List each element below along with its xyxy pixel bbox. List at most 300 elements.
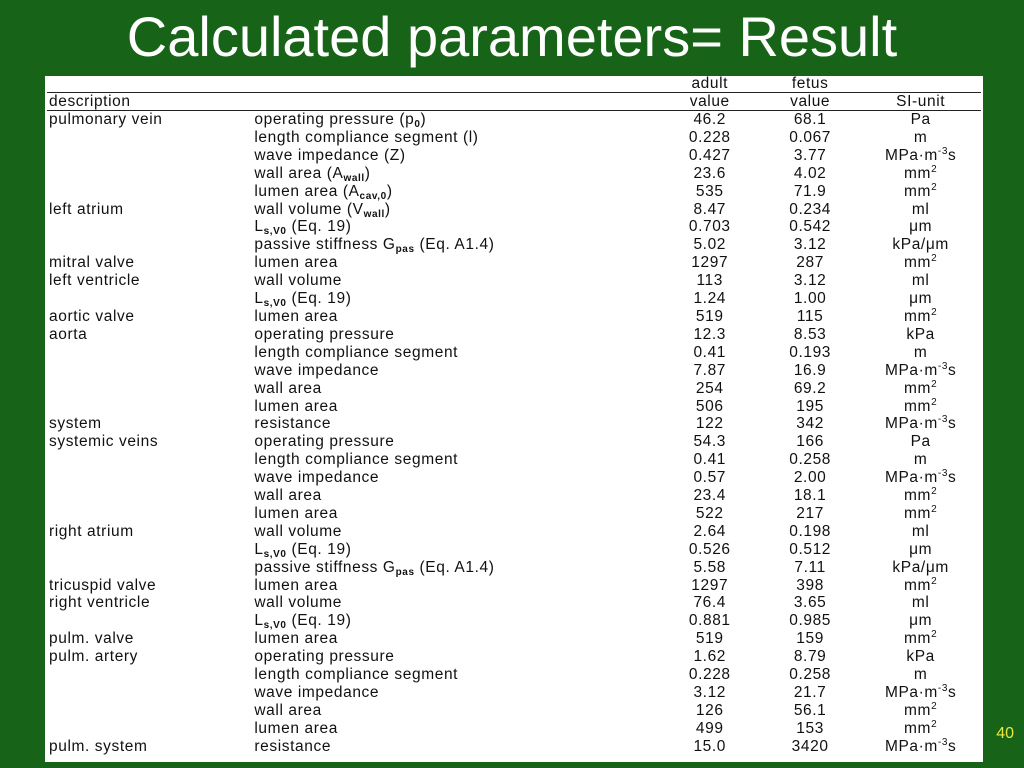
table-row <box>47 362 981 380</box>
text-fragment: mm <box>904 254 932 272</box>
cell-description: mitral valve <box>49 254 135 272</box>
cell-fetus-value: 18.1 <box>793 487 827 505</box>
cell-parameter <box>252 505 659 523</box>
cell-description <box>47 720 252 738</box>
cell-si-unit <box>860 236 981 254</box>
cell-adult-value: 522 <box>695 504 724 522</box>
cell-fetus-value: 16.9 <box>793 361 827 379</box>
cell-description <box>47 487 252 505</box>
cell-adult-value: 126 <box>695 701 724 719</box>
cell-fetus-value: 195 <box>796 397 824 415</box>
cell-si-unit <box>860 326 981 344</box>
table-row <box>47 308 981 326</box>
text-fragment: 2 <box>931 378 938 390</box>
header-adult: adult <box>691 75 729 92</box>
cell-description: system <box>49 415 102 433</box>
header-blank-desc <box>47 76 252 93</box>
cell-si-unit <box>860 666 981 684</box>
text-fragment: -3 <box>937 468 948 480</box>
cell-parameter <box>252 738 659 756</box>
table-row <box>47 559 981 577</box>
text-fragment: wave impedance <box>254 361 380 379</box>
cell-description: systemic veins <box>49 433 159 451</box>
text-fragment: m <box>913 343 928 361</box>
text-fragment: ) <box>420 111 427 128</box>
text-fragment: wall <box>343 172 365 184</box>
cell-fetus-value: 0.985 <box>789 612 832 630</box>
text-fragment: operating pressure <box>254 433 395 451</box>
table-row <box>47 236 981 254</box>
cell-si-unit <box>860 738 981 756</box>
text-fragment: s <box>948 684 957 701</box>
cell-description: aortic valve <box>49 307 135 325</box>
text-fragment: ml <box>911 272 930 290</box>
text-fragment: -3 <box>937 736 948 748</box>
text-fragment: Pa <box>910 433 931 451</box>
text-fragment: L <box>254 290 264 308</box>
cell-parameter <box>252 666 659 684</box>
cell-adult-value: 15.0 <box>693 737 727 755</box>
cell-description <box>47 684 252 702</box>
text-fragment: wall volume <box>254 594 342 612</box>
cell-fetus-value: 56.1 <box>793 701 827 719</box>
text-fragment: s,V0 <box>263 548 287 560</box>
cell-parameter <box>252 398 659 416</box>
cell-adult-value: 519 <box>695 307 724 325</box>
table-row <box>47 720 981 738</box>
cell-parameter <box>252 236 659 254</box>
cell-adult-value: 0.41 <box>693 343 727 361</box>
text-fragment: MPa·m <box>884 361 938 379</box>
text-fragment: lumen area <box>254 254 338 272</box>
text-fragment: 2 <box>931 575 938 587</box>
text-fragment: L <box>254 540 264 558</box>
cell-adult-value: 0.228 <box>688 128 731 146</box>
text-fragment: wall volume <box>254 522 342 540</box>
cell-parameter <box>252 415 659 433</box>
header-si-unit: SI-unit <box>860 93 981 111</box>
table-row <box>47 684 981 702</box>
cell-parameter <box>252 559 659 577</box>
header-blank-param <box>252 76 659 93</box>
text-fragment: 2 <box>931 718 938 730</box>
text-fragment: s,V0 <box>263 298 287 310</box>
cell-si-unit <box>860 201 981 219</box>
cell-si-unit <box>860 272 981 290</box>
text-fragment: wall volume <box>254 272 342 290</box>
cell-si-unit <box>860 147 981 165</box>
text-fragment: 2 <box>931 163 938 175</box>
text-fragment: mm <box>904 307 932 325</box>
table-row <box>47 451 981 469</box>
cell-description: pulm. system <box>49 737 148 755</box>
cell-si-unit <box>860 487 981 505</box>
text-fragment: mm <box>904 576 932 594</box>
text-fragment: m <box>913 666 928 684</box>
table-row <box>47 218 981 236</box>
cell-parameter <box>252 362 659 380</box>
text-fragment: mm <box>904 397 932 415</box>
cell-parameter <box>252 612 659 630</box>
table-header-row <box>47 93 981 111</box>
text-fragment: wall area (A <box>254 164 344 182</box>
text-fragment: mm <box>904 182 932 200</box>
cell-parameter <box>252 684 659 702</box>
cell-parameter <box>252 308 659 326</box>
cell-parameter <box>252 469 659 487</box>
cell-adult-value: 1297 <box>691 576 729 594</box>
cell-parameter <box>252 523 659 541</box>
cell-adult-value: 113 <box>696 272 723 290</box>
table-row <box>47 738 981 756</box>
cell-fetus-value: 0.193 <box>789 343 832 361</box>
text-fragment: Pa <box>910 111 931 128</box>
cell-fetus-value: 3.65 <box>793 594 827 612</box>
text-fragment: -3 <box>937 414 948 426</box>
text-fragment: pas <box>395 244 415 256</box>
cell-fetus-value: 21.7 <box>793 684 827 701</box>
text-fragment: mm <box>904 379 932 397</box>
text-fragment: 2 <box>931 253 938 265</box>
table-row <box>47 272 981 290</box>
text-fragment: s <box>948 361 957 379</box>
cell-fetus-value: 0.512 <box>789 540 832 558</box>
text-fragment: resistance <box>254 737 332 755</box>
text-fragment: m <box>913 128 928 146</box>
table-row <box>47 201 981 219</box>
text-fragment: -3 <box>937 683 948 694</box>
text-fragment: s,V0 <box>263 226 287 238</box>
header-fetus: fetus <box>791 75 829 92</box>
cell-description: left atrium <box>49 200 124 218</box>
table-row <box>47 469 981 487</box>
text-fragment: 2 <box>931 629 938 641</box>
header-description: description <box>47 93 252 111</box>
text-fragment: lumen area <box>254 576 338 594</box>
cell-si-unit <box>860 648 981 666</box>
cell-fetus-value: 115 <box>796 307 824 325</box>
cell-parameter <box>252 648 659 666</box>
cell-si-unit <box>860 702 981 720</box>
cell-si-unit <box>860 630 981 648</box>
cell-adult-value: 76.4 <box>693 594 727 612</box>
text-fragment: s <box>948 737 957 755</box>
text-fragment: s,V0 <box>263 620 287 632</box>
cell-parameter <box>252 433 659 451</box>
cell-fetus-value: 8.53 <box>793 325 827 343</box>
text-fragment: kPa/μm <box>892 236 949 254</box>
text-fragment: m <box>913 451 928 469</box>
text-fragment: MPa·m <box>884 469 938 487</box>
cell-adult-value: 8.47 <box>693 200 727 218</box>
table-row <box>47 577 981 595</box>
text-fragment: MPa·m <box>884 684 938 701</box>
cell-description: tricuspid valve <box>49 576 157 594</box>
text-fragment: passive stiffness G <box>254 236 396 254</box>
text-fragment: 2 <box>931 396 938 408</box>
cell-description <box>47 147 252 165</box>
cell-description <box>47 559 252 577</box>
cell-adult-value: 254 <box>695 379 724 397</box>
cell-fetus-value: 398 <box>796 576 824 594</box>
cell-description <box>47 362 252 380</box>
cell-description <box>47 505 252 523</box>
cell-parameter <box>252 201 659 219</box>
cell-fetus-value: 68.1 <box>793 111 827 128</box>
text-fragment: ml <box>911 200 930 218</box>
text-fragment: 2 <box>931 503 938 515</box>
cell-parameter <box>252 702 659 720</box>
table-row <box>47 541 981 559</box>
cell-description: pulmonary vein <box>49 111 163 128</box>
cell-fetus-value: 2.00 <box>793 469 827 487</box>
cell-adult-value: 23.4 <box>693 487 727 505</box>
text-fragment: mm <box>904 630 932 648</box>
table-row <box>47 487 981 505</box>
table-row <box>47 147 981 165</box>
cell-description <box>47 344 252 362</box>
cell-fetus-value: 159 <box>796 630 824 648</box>
cell-adult-value: 0.703 <box>688 218 731 236</box>
cell-parameter <box>252 487 659 505</box>
cell-fetus-value: 8.79 <box>793 648 827 666</box>
cell-si-unit <box>860 290 981 308</box>
table-row <box>47 254 981 272</box>
text-fragment: μm <box>909 218 933 236</box>
text-fragment: operating pressure (p <box>254 111 415 128</box>
cell-parameter <box>252 577 659 595</box>
cell-si-unit <box>860 433 981 451</box>
cell-description: right atrium <box>49 522 134 540</box>
cell-si-unit <box>860 183 981 201</box>
cell-fetus-value: 0.542 <box>789 218 832 236</box>
text-fragment: ) <box>386 182 393 200</box>
cell-adult-value: 506 <box>695 397 724 415</box>
text-fragment: μm <box>909 290 933 308</box>
text-fragment: passive stiffness G <box>254 558 396 576</box>
cell-parameter <box>252 218 659 236</box>
cell-adult-value: 499 <box>695 719 724 737</box>
cell-adult-value: 2.64 <box>693 522 727 540</box>
cell-si-unit <box>860 594 981 612</box>
text-fragment: (Eq. 19) <box>286 290 352 308</box>
cell-si-unit <box>860 541 981 559</box>
cell-fetus-value: 0.258 <box>789 451 832 469</box>
cell-si-unit <box>860 684 981 702</box>
text-fragment: kPa/μm <box>892 558 949 576</box>
cell-parameter <box>252 380 659 398</box>
text-fragment: MPa·m <box>884 737 938 755</box>
cell-si-unit <box>860 398 981 416</box>
cell-adult-value: 0.41 <box>693 451 727 469</box>
cell-description <box>47 290 252 308</box>
text-fragment: kPa <box>906 648 935 666</box>
text-fragment: ml <box>911 594 930 612</box>
cell-description <box>47 666 252 684</box>
table-panel <box>45 76 983 762</box>
text-fragment: kPa <box>906 325 935 343</box>
text-fragment: (Eq. 19) <box>286 540 352 558</box>
text-fragment: ml <box>911 522 930 540</box>
cell-parameter <box>252 326 659 344</box>
cell-fetus-value: 166 <box>796 433 824 451</box>
cell-parameter <box>252 272 659 290</box>
cell-adult-value: 0.526 <box>688 540 731 558</box>
cell-fetus-value: 287 <box>796 254 824 272</box>
cell-fetus-value: 3.12 <box>793 236 827 254</box>
cell-si-unit <box>860 577 981 595</box>
text-fragment: mm <box>904 164 932 182</box>
text-fragment: μm <box>909 612 933 630</box>
text-fragment: mm <box>904 719 932 737</box>
text-fragment: length compliance segment <box>254 451 459 469</box>
text-fragment: s <box>948 415 957 433</box>
text-fragment: lumen area <box>254 504 338 522</box>
cell-description: aorta <box>49 325 88 343</box>
text-fragment: pas <box>395 566 415 578</box>
cell-description <box>47 129 252 147</box>
text-fragment: wall <box>363 208 385 220</box>
text-fragment: lumen area <box>254 397 338 415</box>
slide-title: Calculated parameters= Result <box>126 5 898 68</box>
text-fragment: 2 <box>931 306 938 318</box>
cell-adult-value: 5.58 <box>693 558 727 576</box>
cell-adult-value: 519 <box>695 630 724 648</box>
text-fragment: -3 <box>937 145 948 157</box>
cell-adult-value: 0.427 <box>688 146 731 164</box>
table-row <box>47 648 981 666</box>
cell-adult-value: 54.3 <box>693 433 727 451</box>
cell-parameter <box>252 147 659 165</box>
text-fragment: cav,0 <box>359 190 387 202</box>
text-fragment: lumen area <box>254 307 338 325</box>
text-fragment: ) <box>384 200 391 218</box>
table-row <box>47 129 981 147</box>
header-adult-value: value <box>660 93 760 111</box>
cell-si-unit <box>860 344 981 362</box>
cell-fetus-value: 69.2 <box>793 379 827 397</box>
cell-adult-value: 5.02 <box>693 236 727 254</box>
text-fragment: ) <box>364 164 371 182</box>
header-blank-unit <box>860 76 981 93</box>
cell-adult-value: 1.24 <box>693 290 727 308</box>
table-row <box>47 630 981 648</box>
cell-si-unit <box>860 559 981 577</box>
cell-parameter <box>252 451 659 469</box>
text-fragment: operating pressure <box>254 648 395 666</box>
table-row <box>47 380 981 398</box>
cell-parameter <box>252 630 659 648</box>
cell-adult-value: 1297 <box>691 254 729 272</box>
table-row <box>47 111 981 129</box>
table-row <box>47 165 981 183</box>
text-fragment: 2 <box>931 181 938 193</box>
text-fragment: wave impedance <box>254 469 380 487</box>
cell-description: pulm. valve <box>49 630 134 648</box>
cell-si-unit <box>860 415 981 433</box>
cell-description <box>47 380 252 398</box>
text-fragment: -3 <box>937 360 948 372</box>
table-row <box>47 666 981 684</box>
cell-adult-value: 0.57 <box>693 469 727 487</box>
cell-parameter <box>252 344 659 362</box>
cell-description <box>47 451 252 469</box>
cell-fetus-value: 0.198 <box>789 522 832 540</box>
cell-fetus-value: 217 <box>796 504 824 522</box>
cell-description <box>47 469 252 487</box>
text-fragment: 2 <box>931 700 938 712</box>
cell-description <box>47 398 252 416</box>
table-row <box>47 398 981 416</box>
cell-description: left ventricle <box>49 272 141 290</box>
text-fragment: (Eq. 19) <box>286 218 352 236</box>
text-fragment: mm <box>904 504 932 522</box>
page-number: 40 <box>996 725 1014 742</box>
cell-si-unit <box>860 129 981 147</box>
cell-adult-value: 12.3 <box>693 325 727 343</box>
cell-description <box>47 218 252 236</box>
text-fragment: length compliance segment <box>254 666 459 684</box>
cell-adult-value: 3.12 <box>693 684 727 701</box>
cell-parameter <box>252 111 659 129</box>
text-fragment: s <box>948 469 957 487</box>
table-row <box>47 183 981 201</box>
cell-si-unit <box>860 254 981 272</box>
cell-si-unit <box>860 505 981 523</box>
cell-fetus-value: 4.02 <box>793 164 827 182</box>
cell-parameter <box>252 129 659 147</box>
text-fragment: lumen area (A <box>254 182 360 200</box>
cell-fetus-value: 342 <box>796 415 824 433</box>
cell-si-unit <box>860 308 981 326</box>
text-fragment: L <box>254 218 264 236</box>
cell-fetus-value: 0.234 <box>789 200 832 218</box>
text-fragment: length compliance segment (l) <box>254 128 479 146</box>
cell-description <box>47 612 252 630</box>
cell-fetus-value: 3420 <box>791 737 829 755</box>
cell-parameter <box>252 165 659 183</box>
cell-si-unit <box>860 380 981 398</box>
cell-description: right ventricle <box>49 594 151 612</box>
text-fragment: mm <box>904 701 932 719</box>
cell-parameter <box>252 594 659 612</box>
text-fragment: 2 <box>931 486 938 498</box>
cell-adult-value: 7.87 <box>693 361 727 379</box>
text-fragment: wall area <box>254 487 322 505</box>
text-fragment: wave impedance (Z) <box>254 146 406 164</box>
cell-si-unit <box>860 218 981 236</box>
cell-description: pulm. artery <box>49 648 139 666</box>
cell-si-unit <box>860 362 981 380</box>
cell-si-unit <box>860 612 981 630</box>
header-blank-param-2 <box>252 93 659 111</box>
cell-description <box>47 541 252 559</box>
cell-parameter <box>252 720 659 738</box>
table-row <box>47 702 981 720</box>
cell-adult-value: 46.2 <box>693 111 727 128</box>
cell-adult-value: 23.6 <box>693 164 727 182</box>
table-row <box>47 326 981 344</box>
table-row <box>47 505 981 523</box>
text-fragment: MPa·m <box>884 146 938 164</box>
cell-si-unit <box>860 451 981 469</box>
text-fragment: L <box>254 612 264 630</box>
cell-fetus-value: 3.12 <box>793 272 827 290</box>
cell-adult-value: 122 <box>695 415 724 433</box>
text-fragment: μm <box>909 540 933 558</box>
text-fragment: wall area <box>254 379 322 397</box>
text-fragment: resistance <box>254 415 332 433</box>
